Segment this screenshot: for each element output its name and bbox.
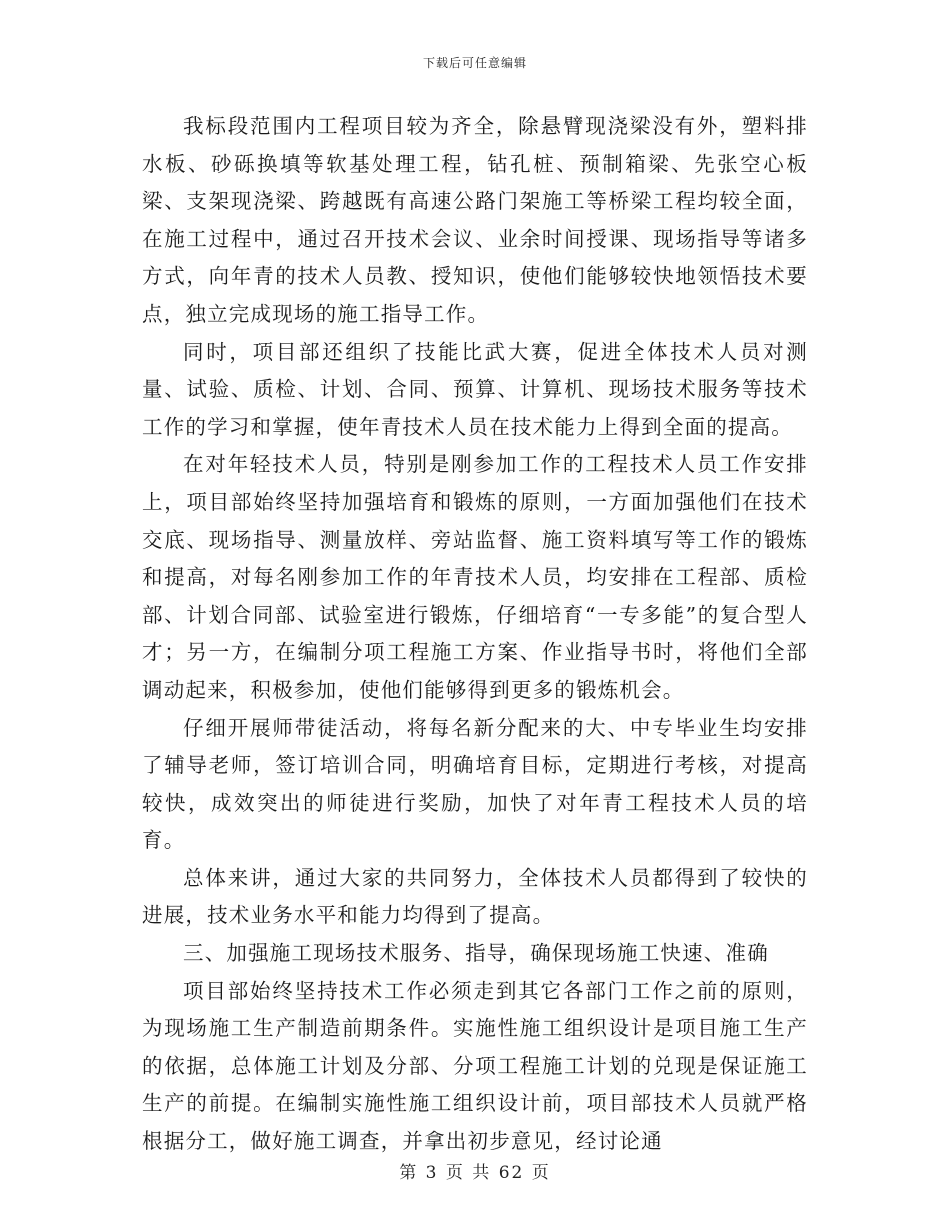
section-heading: 三、加强施工现场技术服务、指导，确保现场施工快速、准确 [183, 941, 769, 966]
paragraph-4: 仔细开展师带徒活动，将每名新分配来的大、中专毕业生均安排了辅导老师，签订培训合同，明确培育目标，定期进行考核，对提高较快，成效突出的师徒进行奖励，加快了对年青工程技术人员的培育。 [142, 715, 808, 853]
page-header: 下载后可任意编辑 [422, 56, 527, 70]
paragraph-3: 在对年轻技术人员，特别是刚参加工作的工程技术人员工作安排上，项目部始终坚持加强培育和锻炼的原则，一方面加强他们在技术交底、现场指导、测量放样、旁站监督、施工资料填写等工作的锻炼和提高，对每名刚参加工作的年青技术人员，均安排在工程部、质检部、计划合同部、试验室进行锻炼，仔细培育“一专多能”的复合型人才；另一方，在编制分项工程施工方案、作业指导书时，将他们全部调动起来，积极参加，使他们能够得到更多的锻炼机会。 [142, 452, 808, 702]
page-footer: 第 3 页 共 62 页 [399, 1163, 551, 1183]
paragraph-1: 我标段范围内工程项目较为齐全，除悬臂现浇梁没有外，塑料排水板、砂砾换填等软基处理工程，钻孔桩、预制箱梁、先张空心板梁、支架现浇梁、跨越既有高速公路门架施工等桥梁工程均较全面，在施工过程中，通过召开技术会议、业余时间授课、现场指导等诸多方式，向年青的技术人员教、授知识，使他们能够较快地领悟技术要点，独立完成现场的施工指导工作。 [142, 114, 808, 326]
paragraph-2: 同时，项目部还组织了技能比武大赛，促进全体技术人员对测量、试验、质检、计划、合同、预算、计算机、现场技术服务等技术工作的学习和掌握，使年青技术人员在技术能力上得到全面的提高。 [142, 339, 808, 439]
document-body [142, 108, 808, 1161]
paragraph-6: 项目部始终坚持技术工作必须走到其它各部门工作之前的原则，为现场施工生产制造前期条件。实施性施工组织设计是项目施工生产的依据，总体施工计划及分部、分项工程施工计划的兑现是保证施工生产的前提。在编制实施性施工组织设计前，项目部技术人员就严格根据分工，做好施工调查，并拿出初步意见，经讨论通 [142, 978, 808, 1154]
paragraph-5: 总体来讲，通过大家的共同努力，全体技术人员都得到了较快的进展，技术业务水平和能力均得到了提高。 [142, 865, 808, 928]
